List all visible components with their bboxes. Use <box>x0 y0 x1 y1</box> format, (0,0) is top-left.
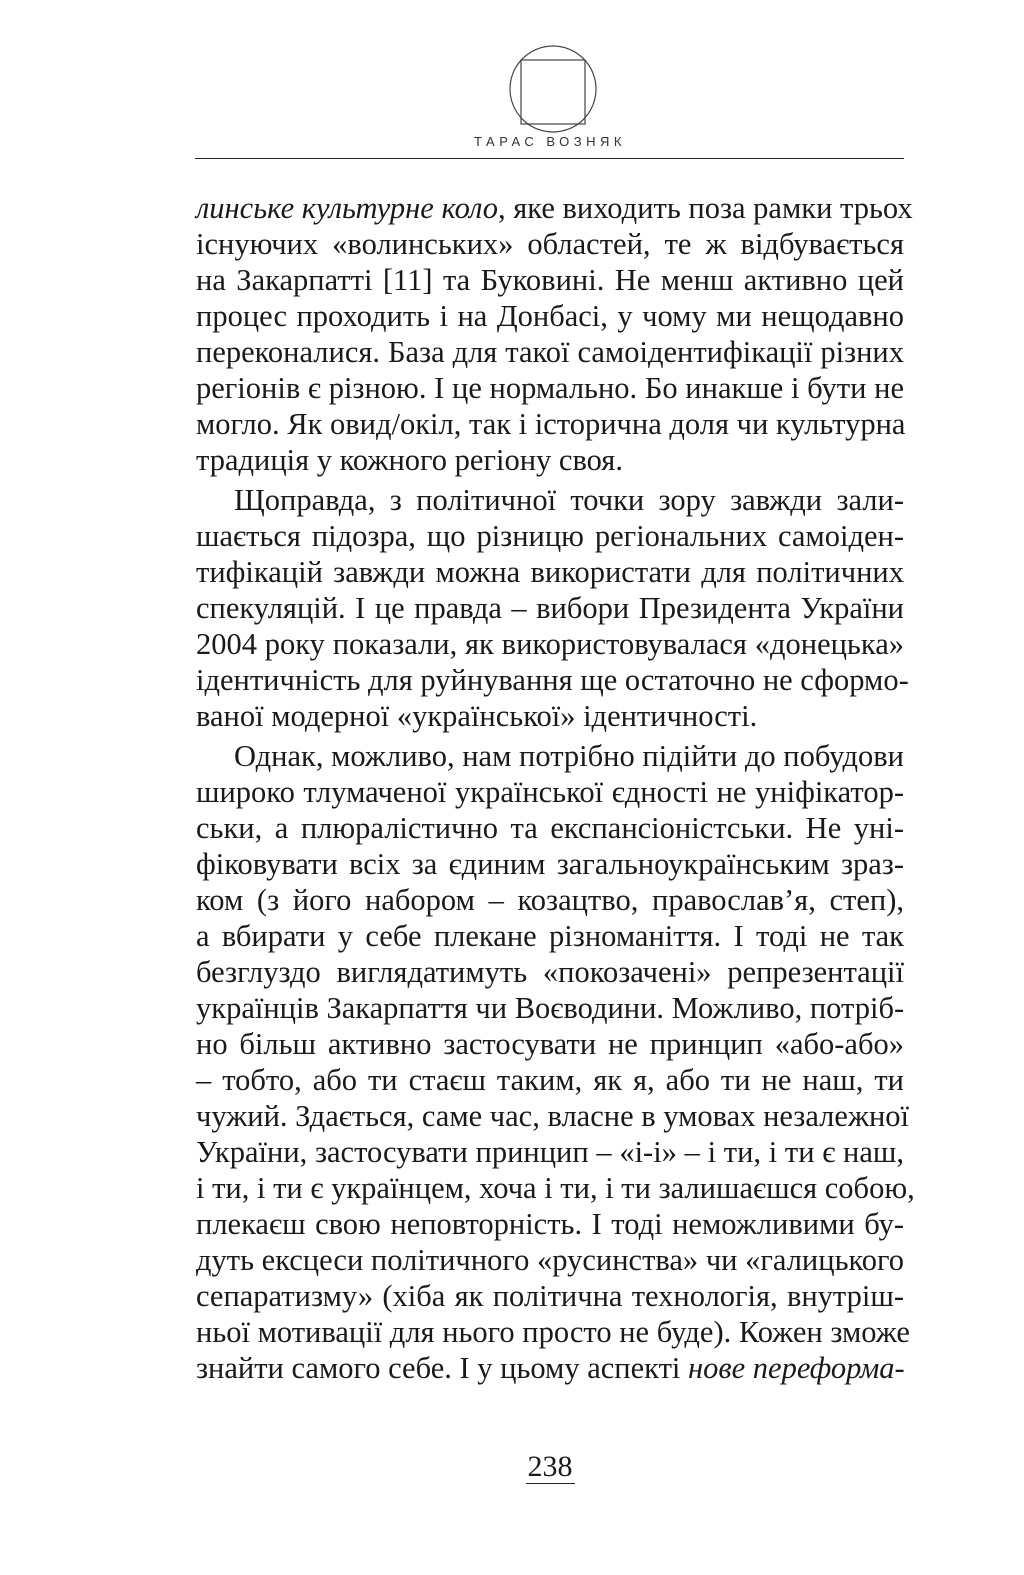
text-run: ньої мотивації для нього просто не буде). Кожен зможе <box>196 1315 910 1349</box>
text-run: безглуздо виглядатимуть «покозачені» репрезентації <box>196 955 904 989</box>
text-run: сепаратизму» (хіба як політична технологія, внутріш- <box>196 1279 904 1313</box>
text-line <box>196 1350 904 1386</box>
text-line <box>196 554 904 590</box>
text-run: 2004 року показали, як використовувалася «донецька» <box>196 627 904 661</box>
text-run: ськи, а плюралістично та експансіоністськи. Не уні- <box>196 811 904 845</box>
text-line <box>196 1062 904 1098</box>
text-line <box>196 1026 904 1062</box>
text-run: України, застосувати принцип – «і-і» – і ти, і ти є наш, <box>196 1135 904 1169</box>
italic-text: нове переформа- <box>688 1351 905 1385</box>
text-run: но більш активно застосувати не принцип «або-або» <box>196 1027 904 1061</box>
text-line <box>196 334 904 370</box>
text-run: плекаєш свою неповторність. І тоді неможливими бу- <box>196 1207 904 1241</box>
text-line <box>196 626 904 662</box>
text-run: широко тлумаченої української єдності не уніфікатор- <box>196 775 904 809</box>
text-line <box>196 846 904 882</box>
text-run: шається підозра, що різницю регіональних самоіден- <box>196 519 904 553</box>
text-line <box>196 810 904 846</box>
text-run: Щоправда, з політичної точки зору завжди зали- <box>234 483 904 517</box>
text-run: і ти, і ти є українцем, хоча і ти, і ти залишаєшся собою, <box>196 1171 915 1205</box>
page-number <box>0 1450 1024 1484</box>
text-line <box>196 990 904 1026</box>
text-run: Однак, можливо, нам потрібно підійти до побудови <box>234 739 904 773</box>
text-run: а вбирати у себе плекане різноманіття. І тоді не так <box>196 919 904 953</box>
text-line <box>196 190 913 226</box>
text-line <box>196 1242 904 1278</box>
text-line <box>196 774 904 810</box>
text-run: – тобто, або ти стаєш таким, як я, або ти не наш, ти <box>196 1063 904 1097</box>
text-run: тифікацій завжди можна використати для політичних <box>196 555 904 589</box>
text-line <box>196 226 904 262</box>
text-run: ідентичність для руйнування ще остаточно не сформо- <box>196 663 909 697</box>
text-run: на Закарпатті [11] та Буковині. Не менш активно цей <box>196 263 904 297</box>
text-run: ваної модерної «української» ідентичності. <box>196 699 758 733</box>
text-run: традиція у кожного регіону своя. <box>196 443 623 477</box>
text-line <box>196 406 904 442</box>
text-run: процес проходить і на Донбасі, у чому ми нещодавно <box>196 299 904 333</box>
paragraph <box>196 738 915 1386</box>
text-line <box>196 482 904 518</box>
page-number-value: 238 <box>527 1450 573 1483</box>
text-run: існуючих «волинських» областей, те ж відбувається <box>196 227 904 261</box>
text-run: чужий. Здається, саме час, власне в умовах незалежної <box>196 1099 910 1133</box>
text-line <box>196 1134 904 1170</box>
text-line <box>196 698 904 734</box>
text-run: українців Закарпаття чи Воєводини. Можливо, потріб- <box>196 991 905 1025</box>
text-line <box>196 1206 904 1242</box>
text-line <box>196 882 904 918</box>
text-run: могло. Як овид/окіл, так і історична доля чи культурна <box>196 407 906 441</box>
text-line <box>196 590 904 626</box>
text-line <box>196 662 909 698</box>
text-run: переконалися. База для такої самоідентифікації різних <box>196 335 904 369</box>
text-line <box>196 518 904 554</box>
text-line <box>196 1314 910 1350</box>
circle-square-logo-icon <box>508 44 598 134</box>
text-line <box>196 442 904 478</box>
text-run: дуть ексцеси політичного «русинства» чи «галицького <box>196 1243 904 1277</box>
body-text <box>196 190 915 1386</box>
text-line <box>196 1278 904 1314</box>
text-line <box>196 262 904 298</box>
italic-text: линське культурне коло <box>196 191 498 225</box>
text-run: регіонів є різною. І це нормально. Бо инакше і бути не <box>196 371 904 405</box>
running-head-author: ТАРАС ВОЗНЯК <box>474 134 626 149</box>
text-line <box>196 298 904 334</box>
text-line <box>196 1098 910 1134</box>
paragraph <box>196 190 913 478</box>
text-run: спекуляцій. І це правда – вибори Президента України <box>196 591 904 625</box>
header-rule <box>195 158 904 159</box>
text-line <box>196 738 904 774</box>
text-line <box>196 954 904 990</box>
text-run: ком (з його набором – козацтво, православ’я, степ), <box>196 883 904 917</box>
text-line <box>196 370 904 406</box>
text-line <box>196 918 904 954</box>
text-run: знайти самого себе. І у цьому аспекті <box>196 1351 688 1385</box>
text-run: фіковувати всіх за єдиним загальноукраїнським зраз- <box>196 847 904 881</box>
text-run: , яке виходить поза рамки трьох <box>498 191 913 225</box>
text-line <box>196 1170 915 1206</box>
paragraph <box>196 482 909 734</box>
